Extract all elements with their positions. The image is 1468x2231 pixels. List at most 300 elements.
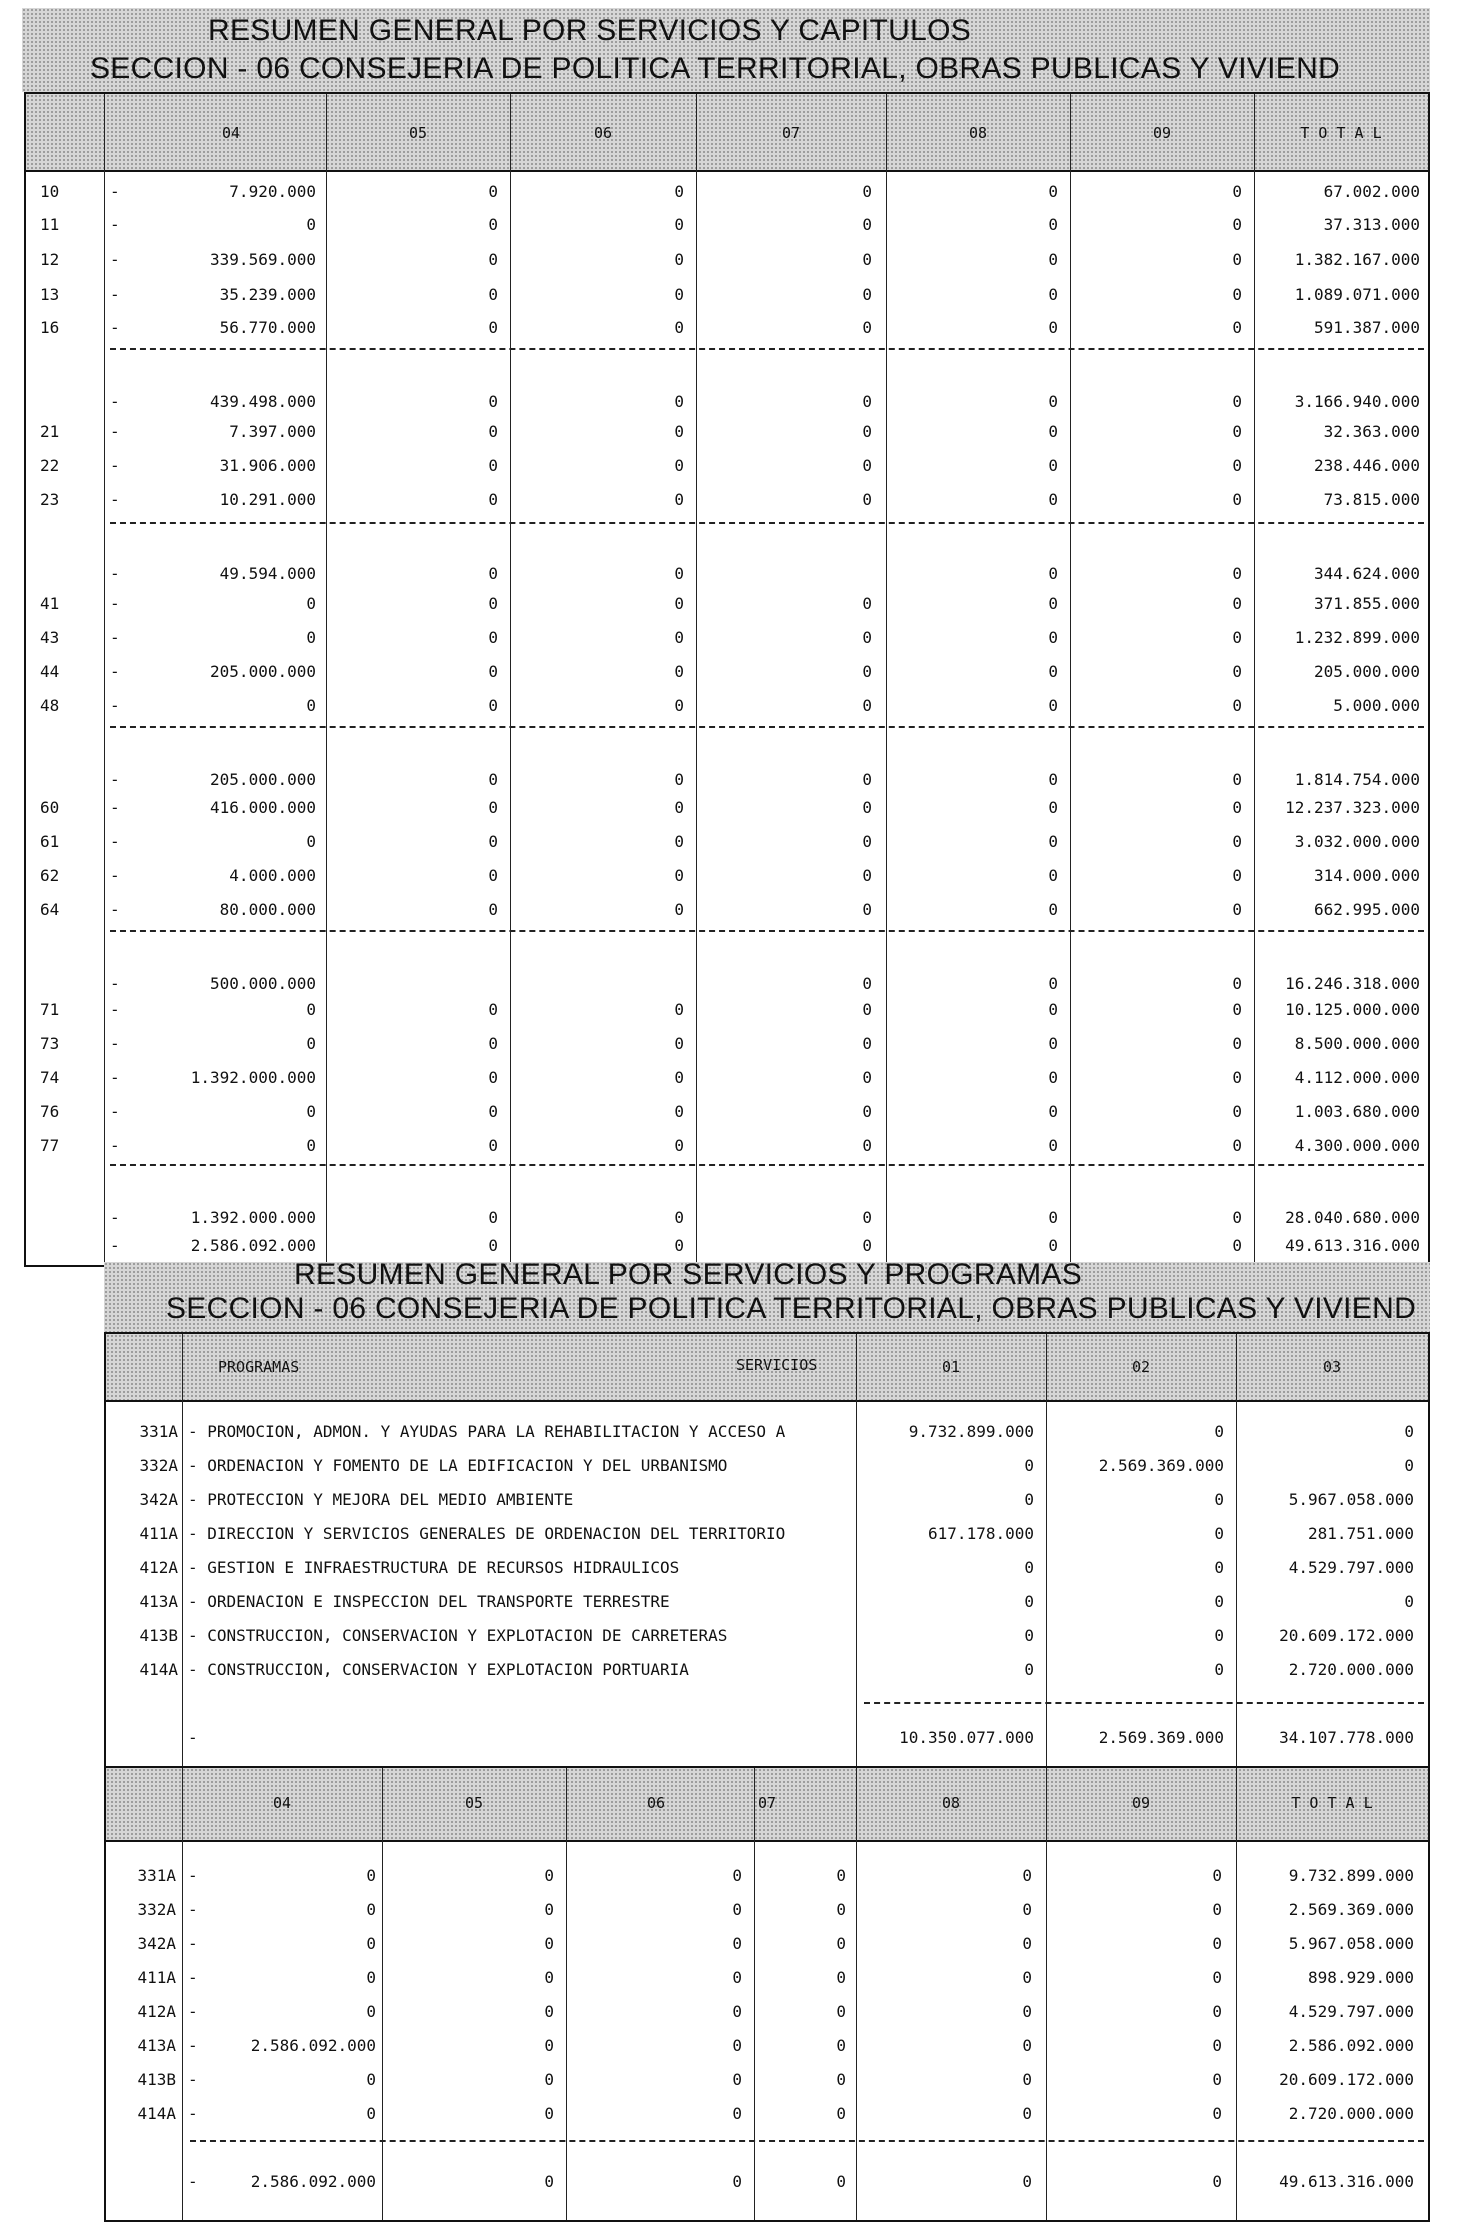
cell-total: 4.529.797.000 xyxy=(1288,2002,1414,2021)
cell-c09: 0 xyxy=(1232,318,1242,337)
table-row xyxy=(26,858,1428,892)
cell-c04: 0 xyxy=(306,1000,316,1019)
cell-c09: 0 xyxy=(1232,422,1242,441)
t2-header-servicios: SERVICIOS xyxy=(736,1356,818,1374)
cell-total: 1.003.680.000 xyxy=(1294,1102,1420,1121)
row-dash: - xyxy=(110,392,120,411)
program-code: 413B xyxy=(139,1626,178,1645)
program-description: - ORDENACION E INSPECCION DEL TRANSPORTE TERRESTRE xyxy=(188,1592,670,1611)
cell-c07: 0 xyxy=(862,1034,872,1053)
cell-c05: 0 xyxy=(488,285,498,304)
table-row xyxy=(26,277,1428,311)
row-dash: - xyxy=(188,2070,198,2089)
row-dash: - xyxy=(188,1866,198,1885)
total-c05: 0 xyxy=(544,2172,554,2191)
cell-total: 1.232.899.000 xyxy=(1294,628,1420,647)
cell-total: 16.246.318.000 xyxy=(1285,974,1420,993)
table3 xyxy=(104,1766,1430,2222)
table-row xyxy=(106,1618,1428,1652)
cell-c07: 0 xyxy=(836,1934,846,1953)
cell-c06: 0 xyxy=(674,564,684,583)
row-dash: - xyxy=(110,1034,120,1053)
cell-total: 1.382.167.000 xyxy=(1294,250,1420,269)
cell-c09: 0 xyxy=(1232,900,1242,919)
cell-c02: 0 xyxy=(1214,1592,1224,1611)
program-code: 413A xyxy=(139,1592,178,1611)
program-code: 342A xyxy=(137,1934,176,1953)
cell-c04: 205.000.000 xyxy=(210,770,316,789)
cell-c08: 0 xyxy=(1048,1068,1058,1087)
row-code: 44 xyxy=(40,662,60,681)
cell-c04: 500.000.000 xyxy=(210,974,316,993)
table-row xyxy=(106,1892,1428,1926)
row-code: 64 xyxy=(40,900,60,919)
cell-c07: 0 xyxy=(862,628,872,647)
cell-c06: 0 xyxy=(732,1900,742,1919)
table2-body xyxy=(106,1334,1428,1766)
cell-c04: 0 xyxy=(366,1934,376,1953)
cell-c07: 0 xyxy=(862,1102,872,1121)
cell-c06: 0 xyxy=(732,2002,742,2021)
row-dash: - xyxy=(188,2104,198,2123)
cell-c08: 0 xyxy=(1022,2002,1032,2021)
t1-header-09: 09 xyxy=(1152,124,1172,142)
row-dash: - xyxy=(110,628,120,647)
cell-c09: 0 xyxy=(1232,1236,1242,1255)
cell-total: 37.313.000 xyxy=(1323,215,1420,234)
cell-c07: 0 xyxy=(862,285,872,304)
cell-c07: 0 xyxy=(836,2036,846,2055)
cell-c04: 0 xyxy=(306,696,316,715)
t2-header-programas: PROGRAMAS xyxy=(218,1358,300,1376)
cell-c08: 0 xyxy=(1022,1934,1032,1953)
cell-total: 73.815.000 xyxy=(1323,490,1420,509)
program-description: - DIRECCION Y SERVICIOS GENERALES DE ORDENACION DEL TERRITORIO xyxy=(188,1524,786,1543)
cell-c09: 0 xyxy=(1212,1968,1222,1987)
cell-c08: 0 xyxy=(1048,490,1058,509)
cell-c09: 0 xyxy=(1232,1208,1242,1227)
cell-c08: 0 xyxy=(1048,594,1058,613)
table1-body xyxy=(26,94,1428,1265)
program-description: - CONSTRUCCION, CONSERVACION Y EXPLOTACION DE CARRETERAS xyxy=(188,1626,728,1645)
cell-c04: 1.392.000.000 xyxy=(190,1208,316,1227)
table1 xyxy=(24,92,1430,1267)
cell-c09: 0 xyxy=(1232,182,1242,201)
cell-c08: 0 xyxy=(1048,1102,1058,1121)
cell-c06: 0 xyxy=(674,832,684,851)
cell-c04: 0 xyxy=(306,1136,316,1155)
cell-c01: 0 xyxy=(1024,1660,1034,1679)
row-dash: - xyxy=(110,422,120,441)
cell-c05: 0 xyxy=(488,1236,498,1255)
cell-c09: 0 xyxy=(1212,2036,1222,2055)
cell-total: 898.929.000 xyxy=(1308,1968,1414,1987)
subtotal-rule xyxy=(110,726,1424,728)
cell-c08: 0 xyxy=(1048,1208,1058,1227)
cell-c02: 0 xyxy=(1214,1524,1224,1543)
cell-c08: 0 xyxy=(1048,182,1058,201)
cell-c03: 0 xyxy=(1404,1422,1414,1441)
table-row xyxy=(26,1026,1428,1060)
cell-c07: 0 xyxy=(862,1236,872,1255)
cell-c05: 0 xyxy=(488,392,498,411)
cell-c08: 0 xyxy=(1048,798,1058,817)
row-code: 77 xyxy=(40,1136,60,1155)
cell-c07: 0 xyxy=(862,974,872,993)
table-row xyxy=(26,207,1428,241)
table-row xyxy=(26,482,1428,516)
cell-c09: 0 xyxy=(1232,798,1242,817)
row-code: 76 xyxy=(40,1102,60,1121)
program-code: 342A xyxy=(139,1490,178,1509)
cell-c07: 0 xyxy=(862,662,872,681)
cell-c09: 0 xyxy=(1232,662,1242,681)
row-dash: - xyxy=(110,285,120,304)
cell-c09: 0 xyxy=(1212,1934,1222,1953)
program-code: 332A xyxy=(137,1900,176,1919)
cell-c06: 0 xyxy=(732,2070,742,2089)
cell-c05: 0 xyxy=(488,564,498,583)
cell-c05: 0 xyxy=(488,422,498,441)
cell-c06: 0 xyxy=(732,2036,742,2055)
cell-c07: 0 xyxy=(836,1968,846,1987)
cell-c09: 0 xyxy=(1232,564,1242,583)
cell-c04: 0 xyxy=(366,1968,376,1987)
cell-c06: 0 xyxy=(674,1034,684,1053)
table-row xyxy=(26,556,1428,590)
row-code: 71 xyxy=(40,1000,60,1019)
total-dash: - xyxy=(188,2172,198,2191)
cell-c08: 0 xyxy=(1048,318,1058,337)
cell-total: 5.000.000 xyxy=(1333,696,1420,715)
row-dash: - xyxy=(110,974,120,993)
total-row xyxy=(106,2164,1428,2198)
cell-c03: 281.751.000 xyxy=(1308,1524,1414,1543)
cell-c04: 0 xyxy=(366,2002,376,2021)
cell-c05: 0 xyxy=(488,662,498,681)
cell-c06: 0 xyxy=(674,1136,684,1155)
cell-c08: 0 xyxy=(1048,1136,1058,1155)
table-row xyxy=(26,174,1428,208)
cell-c05: 0 xyxy=(488,1000,498,1019)
cell-c07: 0 xyxy=(862,456,872,475)
row-code: 16 xyxy=(40,318,60,337)
cell-c02: 2.569.369.000 xyxy=(1098,1456,1224,1475)
row-dash: - xyxy=(110,1236,120,1255)
cell-c06: 0 xyxy=(732,1934,742,1953)
row-code: 73 xyxy=(40,1034,60,1053)
table-row xyxy=(106,1482,1428,1516)
table-row xyxy=(26,688,1428,722)
total-row xyxy=(106,1720,1428,1754)
cell-c07: 0 xyxy=(862,866,872,885)
cell-c05: 0 xyxy=(488,182,498,201)
cell-c05: 0 xyxy=(544,1866,554,1885)
total-total: 49.613.316.000 xyxy=(1279,2172,1414,2191)
cell-total: 371.855.000 xyxy=(1314,594,1420,613)
cell-c08: 0 xyxy=(1048,900,1058,919)
cell-c04: 339.569.000 xyxy=(210,250,316,269)
cell-total: 205.000.000 xyxy=(1314,662,1420,681)
row-code: 13 xyxy=(40,285,60,304)
cell-c07: 0 xyxy=(836,1900,846,1919)
cell-c08: 0 xyxy=(1048,696,1058,715)
cell-c06: 0 xyxy=(674,628,684,647)
cell-c06: 0 xyxy=(674,594,684,613)
row-code: 21 xyxy=(40,422,60,441)
cell-total: 591.387.000 xyxy=(1314,318,1420,337)
row-code: 60 xyxy=(40,798,60,817)
table-row xyxy=(26,414,1428,448)
cell-c07: 0 xyxy=(862,392,872,411)
cell-c04: 0 xyxy=(366,2104,376,2123)
cell-c06: 0 xyxy=(674,1208,684,1227)
cell-c04: 0 xyxy=(366,2070,376,2089)
table-row xyxy=(106,1584,1428,1618)
cell-c07: 0 xyxy=(862,182,872,201)
t3-header-07: 07 xyxy=(758,1794,777,1812)
t1-header-total: T O T A L xyxy=(1300,124,1382,142)
cell-c05: 0 xyxy=(488,1208,498,1227)
row-code: 41 xyxy=(40,594,60,613)
cell-c09: 0 xyxy=(1212,1900,1222,1919)
table-row xyxy=(106,1516,1428,1550)
cell-total: 10.125.000.000 xyxy=(1285,1000,1420,1019)
cell-c08: 0 xyxy=(1048,866,1058,885)
table-row xyxy=(26,654,1428,688)
cell-c09: 0 xyxy=(1232,392,1242,411)
program-description: - PROTECCION Y MEJORA DEL MEDIO AMBIENTE xyxy=(188,1490,574,1509)
cell-c04: 2.586.092.000 xyxy=(190,1236,316,1255)
table2 xyxy=(104,1332,1430,1768)
program-description: - CONSTRUCCION, CONSERVACION Y EXPLOTACION PORTUARIA xyxy=(188,1660,689,1679)
row-dash: - xyxy=(110,1136,120,1155)
cell-c09: 0 xyxy=(1232,456,1242,475)
total-c03: 34.107.778.000 xyxy=(1279,1728,1414,1747)
row-code: 11 xyxy=(40,215,60,234)
cell-c04: 49.594.000 xyxy=(219,564,316,583)
total-c07: 0 xyxy=(836,2172,846,2191)
cell-total: 2.586.092.000 xyxy=(1288,2036,1414,2055)
row-code: 62 xyxy=(40,866,60,885)
cell-c08: 0 xyxy=(1048,215,1058,234)
cell-c04: 0 xyxy=(306,594,316,613)
cell-c04: 439.498.000 xyxy=(210,392,316,411)
table3-body xyxy=(106,1768,1428,2220)
cell-c08: 0 xyxy=(1048,662,1058,681)
row-dash: - xyxy=(188,2036,198,2055)
cell-c05: 0 xyxy=(544,1968,554,1987)
cell-c08: 0 xyxy=(1022,1900,1032,1919)
cell-c02: 0 xyxy=(1214,1558,1224,1577)
cell-c05: 0 xyxy=(488,490,498,509)
row-dash: - xyxy=(188,1968,198,1987)
row-code: 61 xyxy=(40,832,60,851)
cell-c05: 0 xyxy=(544,2036,554,2055)
t1-header-06: 06 xyxy=(593,124,613,142)
cell-c08: 0 xyxy=(1048,456,1058,475)
cell-c06: 0 xyxy=(674,900,684,919)
program-code: 414A xyxy=(139,1660,178,1679)
cell-total: 67.002.000 xyxy=(1323,182,1420,201)
row-dash: - xyxy=(110,1068,120,1087)
row-code: 48 xyxy=(40,696,60,715)
program-code: 412A xyxy=(139,1558,178,1577)
cell-c06: 0 xyxy=(674,392,684,411)
cell-c09: 0 xyxy=(1232,628,1242,647)
table-row xyxy=(106,1652,1428,1686)
cell-c09: 0 xyxy=(1232,215,1242,234)
cell-c08: 0 xyxy=(1048,1236,1058,1255)
t1-header-05: 05 xyxy=(408,124,428,142)
cell-c05: 0 xyxy=(488,1136,498,1155)
cell-c05: 0 xyxy=(544,1934,554,1953)
cell-c01: 0 xyxy=(1024,1490,1034,1509)
cell-c07: 0 xyxy=(862,490,872,509)
cell-c05: 0 xyxy=(544,2070,554,2089)
cell-c06: 0 xyxy=(674,318,684,337)
t3-header-total: T O T A L xyxy=(1291,1794,1373,1812)
row-dash: - xyxy=(110,1208,120,1227)
program-description: - GESTION E INFRAESTRUCTURA DE RECURSOS HIDRAULICOS xyxy=(188,1558,680,1577)
cell-c04: 35.239.000 xyxy=(219,285,316,304)
cell-c03: 0 xyxy=(1404,1592,1414,1611)
cell-c05: 0 xyxy=(488,628,498,647)
cell-c07: 0 xyxy=(862,832,872,851)
cell-c06: 0 xyxy=(732,1968,742,1987)
cell-c04: 416.000.000 xyxy=(210,798,316,817)
cell-total: 4.112.000.000 xyxy=(1294,1068,1420,1087)
cell-c03: 0 xyxy=(1404,1456,1414,1475)
t1-header-07: 07 xyxy=(781,124,801,142)
table-row xyxy=(26,1060,1428,1094)
cell-c06: 0 xyxy=(732,1866,742,1885)
program-code: 413A xyxy=(137,2036,176,2055)
program-code: 331A xyxy=(139,1422,178,1441)
cell-c08: 0 xyxy=(1048,628,1058,647)
cell-c05: 0 xyxy=(488,456,498,475)
table-row xyxy=(26,992,1428,1026)
cell-c09: 0 xyxy=(1212,2002,1222,2021)
row-dash: - xyxy=(110,318,120,337)
cell-c09: 0 xyxy=(1232,1136,1242,1155)
cell-total: 662.995.000 xyxy=(1314,900,1420,919)
subtotal-rule xyxy=(110,348,1424,350)
cell-c09: 0 xyxy=(1232,285,1242,304)
table-row xyxy=(26,384,1428,418)
cell-total: 3.032.000.000 xyxy=(1294,832,1420,851)
cell-c09: 0 xyxy=(1212,1866,1222,1885)
cell-c05: 0 xyxy=(488,832,498,851)
cell-c07: 0 xyxy=(862,770,872,789)
cell-c04: 1.392.000.000 xyxy=(190,1068,316,1087)
row-code: 22 xyxy=(40,456,60,475)
cell-c04: 0 xyxy=(306,1102,316,1121)
t2-header-03: 03 xyxy=(1322,1358,1342,1376)
table-row xyxy=(26,1128,1428,1162)
table1-title: RESUMEN GENERAL POR SERVICIOS Y CAPITULOS xyxy=(208,14,972,47)
t3-header-04: 04 xyxy=(272,1794,292,1812)
cell-c04: 0 xyxy=(306,215,316,234)
t2-header-01: 01 xyxy=(941,1358,961,1376)
cell-c09: 0 xyxy=(1232,770,1242,789)
cell-c08: 0 xyxy=(1048,1034,1058,1053)
row-dash: - xyxy=(110,900,120,919)
table-row xyxy=(26,1228,1428,1262)
t1-header-08: 08 xyxy=(968,124,988,142)
cell-c04: 7.920.000 xyxy=(229,182,316,201)
cell-c05: 0 xyxy=(488,866,498,885)
cell-c01: 9.732.899.000 xyxy=(908,1422,1034,1441)
cell-total: 1.814.754.000 xyxy=(1294,770,1420,789)
cell-c07: 0 xyxy=(836,2070,846,2089)
cell-c08: 0 xyxy=(1022,2070,1032,2089)
cell-c08: 0 xyxy=(1022,1968,1032,1987)
table2-title: RESUMEN GENERAL POR SERVICIOS Y PROGRAMAS xyxy=(294,1258,1083,1291)
cell-c05: 0 xyxy=(488,900,498,919)
cell-c09: 0 xyxy=(1232,974,1242,993)
cell-c07: 0 xyxy=(862,318,872,337)
row-code: 12 xyxy=(40,250,60,269)
row-dash: - xyxy=(188,1900,198,1919)
table-row xyxy=(26,790,1428,824)
row-dash: - xyxy=(110,456,120,475)
cell-total: 314.000.000 xyxy=(1314,866,1420,885)
row-dash: - xyxy=(110,490,120,509)
table-row xyxy=(106,2096,1428,2130)
cell-c03: 2.720.000.000 xyxy=(1288,1660,1414,1679)
program-code: 414A xyxy=(137,2104,176,2123)
cell-c07: 0 xyxy=(836,2104,846,2123)
cell-c01: 617.178.000 xyxy=(928,1524,1034,1543)
table-row xyxy=(26,242,1428,276)
cell-c07: 0 xyxy=(836,2002,846,2021)
cell-c04: 0 xyxy=(306,832,316,851)
cell-c06: 0 xyxy=(674,1102,684,1121)
cell-c05: 0 xyxy=(488,1102,498,1121)
cell-c03: 4.529.797.000 xyxy=(1288,1558,1414,1577)
table-row xyxy=(106,1926,1428,1960)
table-row xyxy=(26,1094,1428,1128)
table-row xyxy=(106,1448,1428,1482)
table-row xyxy=(106,1414,1428,1448)
cell-c07: 0 xyxy=(862,696,872,715)
t1-header-04: 04 xyxy=(221,124,241,142)
cell-c05: 0 xyxy=(488,594,498,613)
t3-header-05: 05 xyxy=(464,1794,484,1812)
cell-total: 32.363.000 xyxy=(1323,422,1420,441)
subtotal-rule xyxy=(190,2140,1424,2142)
cell-total: 12.237.323.000 xyxy=(1285,798,1420,817)
program-code: 413B xyxy=(137,2070,176,2089)
cell-c07: 0 xyxy=(862,798,872,817)
row-dash: - xyxy=(110,250,120,269)
cell-c06: 0 xyxy=(674,182,684,201)
cell-c04: 2.586.092.000 xyxy=(250,2036,376,2055)
program-description: - PROMOCION, ADMON. Y AYUDAS PARA LA REHABILITACION Y ACCESO A xyxy=(188,1422,786,1441)
table-row xyxy=(106,1994,1428,2028)
cell-c06: 0 xyxy=(674,866,684,885)
total-c08: 0 xyxy=(1022,2172,1032,2191)
cell-c04: 0 xyxy=(366,1866,376,1885)
cell-c05: 0 xyxy=(488,215,498,234)
cell-c09: 0 xyxy=(1212,2104,1222,2123)
t3-header-06: 06 xyxy=(646,1794,666,1812)
cell-c01: 0 xyxy=(1024,1626,1034,1645)
cell-c08: 0 xyxy=(1048,392,1058,411)
cell-c04: 205.000.000 xyxy=(210,662,316,681)
cell-c09: 0 xyxy=(1232,832,1242,851)
